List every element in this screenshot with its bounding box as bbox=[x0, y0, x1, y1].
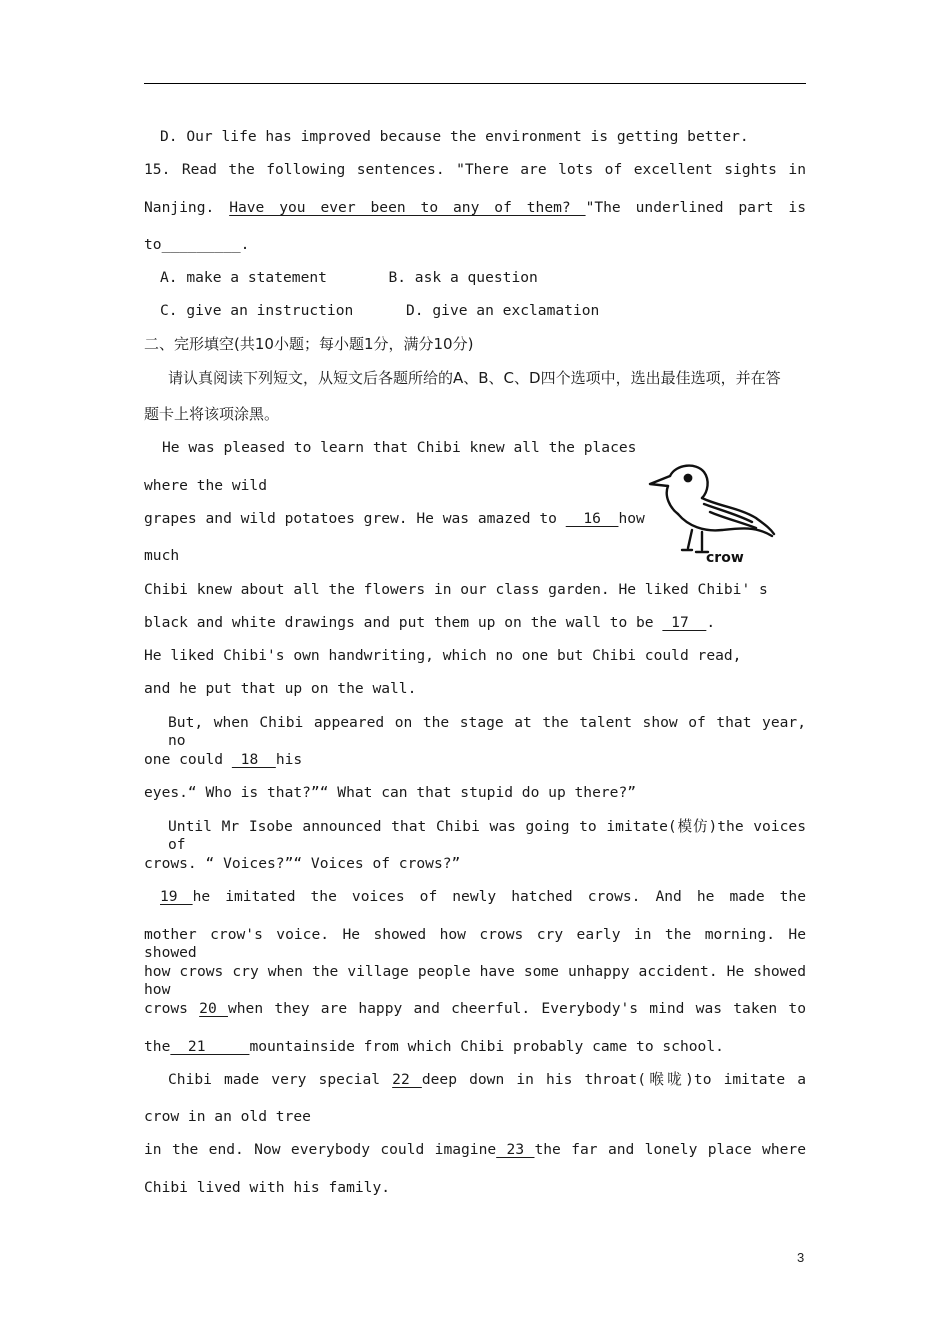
option-d-q14: D. Our life has improved because the environment is getting better. bbox=[160, 128, 749, 145]
question-15-line-1: 15. Read the following sentences. "There are lots of excellent sights in bbox=[144, 161, 806, 178]
passage-line: Until Mr Isobe announced that Chibi was going to imitate(模仿)the voices of bbox=[168, 818, 806, 853]
passage-line bbox=[144, 1141, 806, 1159]
passage-line bbox=[144, 1038, 724, 1056]
passage-line: crows. “ Voices?”“ Voices of crows?” bbox=[144, 855, 461, 872]
blank-17: 17 bbox=[662, 614, 707, 631]
passage-line: much bbox=[144, 547, 180, 564]
text-segment: the bbox=[144, 1038, 171, 1055]
text-segment: he imitated the voices of newly hatched crows. And he made the bbox=[192, 888, 807, 905]
passage-line: He was pleased to learn that Chibi knew all the places bbox=[162, 439, 637, 456]
text-segment: Nanjing. bbox=[144, 199, 230, 216]
page-number: 3 bbox=[797, 1250, 805, 1265]
text-segment: . bbox=[240, 236, 250, 253]
blank-22: 22 bbox=[392, 1071, 422, 1088]
header-rule bbox=[144, 83, 806, 84]
blank-16: 16 bbox=[565, 510, 619, 527]
passage-line: Chibi knew about all the flowers in our class garden. He liked Chibi' s bbox=[144, 581, 768, 598]
instructions-line-2: 题卡上将该项涂黑。 bbox=[144, 405, 280, 423]
passage-line bbox=[144, 751, 302, 769]
options-cd: C. give an instruction D. give an exclamation bbox=[160, 302, 600, 319]
answer-blank: _________ bbox=[161, 236, 241, 253]
passage-line bbox=[144, 1000, 806, 1018]
text-segment: grapes and wild potatoes grew. He was amazed to bbox=[144, 510, 566, 527]
crow-illustration bbox=[644, 456, 786, 568]
passage-line: mother crow's voice. He showed how crows cry early in the morning. He showed bbox=[144, 926, 806, 961]
blank-20: 20 bbox=[199, 1000, 228, 1017]
section-heading: 二、完形填空(共10小题；每小题1分，满分10分) bbox=[144, 335, 474, 353]
passage-line bbox=[168, 1071, 806, 1089]
text-segment: one could bbox=[144, 751, 232, 768]
text-segment: Chibi made very special bbox=[168, 1071, 393, 1088]
passage-line: how crows cry when the village people have some unhappy accident. He showed how bbox=[144, 963, 806, 998]
blank-18: 18 bbox=[231, 751, 276, 768]
text-segment: his bbox=[275, 751, 303, 768]
blank-23: 23 bbox=[496, 1141, 535, 1158]
passage-line bbox=[144, 510, 645, 528]
text-segment: deep down in his throat(喉咙)to imitate a bbox=[421, 1071, 807, 1088]
blank-21: 21 bbox=[170, 1038, 250, 1055]
passage-line: where the wild bbox=[144, 477, 268, 494]
passage-line bbox=[160, 888, 806, 906]
crow-icon bbox=[644, 456, 786, 568]
underlined-sentence: Have you ever been to any of them? bbox=[229, 199, 586, 216]
text-segment: to bbox=[144, 236, 162, 253]
blank-19: 19 bbox=[160, 888, 193, 905]
passage-line: But, when Chibi appeared on the stage at the talent show of that year, no bbox=[168, 714, 806, 749]
text-segment: in the end. Now everybody could imagine bbox=[144, 1141, 497, 1158]
text-segment: "The underlined part is bbox=[585, 199, 806, 216]
crow-caption: crow bbox=[706, 550, 744, 566]
text-segment: when they are happy and cheerful. Everybody's mind was taken to bbox=[227, 1000, 807, 1017]
text-segment: black and white drawings and put them up on the wall to be bbox=[144, 614, 663, 631]
text-segment: mountainside from which Chibi probably came to school. bbox=[249, 1038, 724, 1055]
passage-line: Chibi lived with his family. bbox=[144, 1179, 391, 1196]
text-segment: how bbox=[618, 510, 645, 527]
options-ab: A. make a statement B. ask a question bbox=[160, 269, 538, 286]
passage-line: eyes.“ Who is that?”“ What can that stupid do up there?” bbox=[144, 784, 637, 801]
passage-line: and he put that up on the wall. bbox=[144, 680, 417, 697]
question-15-line-2 bbox=[144, 199, 806, 217]
question-15-line-3 bbox=[144, 236, 249, 254]
passage-line: He liked Chibi's own handwriting, which no one but Chibi could read, bbox=[144, 647, 742, 664]
passage-line bbox=[144, 614, 715, 632]
text-segment: the far and lonely place where bbox=[534, 1141, 806, 1158]
passage-line: crow in an old tree bbox=[144, 1108, 311, 1125]
text-segment: . bbox=[706, 614, 716, 631]
instructions-line-1: 请认真阅读下列短文，从短文后各题所给的A、B、C、D四个选项中，选出最佳选项，并在答 bbox=[168, 369, 781, 387]
text-segment: crows bbox=[144, 1000, 200, 1017]
